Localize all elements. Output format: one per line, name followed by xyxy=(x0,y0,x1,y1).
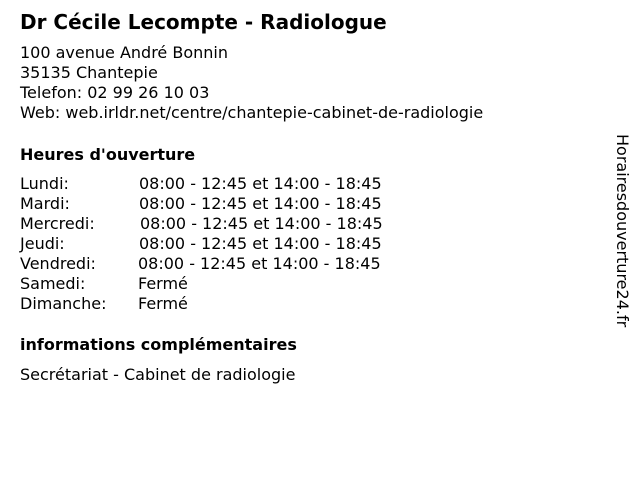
time-value: 08:00 - 12:45 et 14:00 - 18:45 xyxy=(139,174,382,193)
info-text: Secrétariat - Cabinet de radiologie xyxy=(20,365,296,384)
hours-row-wednesday xyxy=(20,214,440,234)
day-label: Samedi: xyxy=(20,274,86,293)
time-value: Fermé xyxy=(138,274,188,293)
day-label: Mardi: xyxy=(20,194,70,213)
time-value: 08:00 - 12:45 et 14:00 - 18:45 xyxy=(139,194,382,213)
day-label: Dimanche: xyxy=(20,294,107,313)
time-value: Fermé xyxy=(138,294,188,313)
hours-row-monday xyxy=(20,174,440,194)
hours-heading: Heures d'ouverture xyxy=(20,145,196,164)
watermark xyxy=(611,134,633,344)
address-block xyxy=(20,43,483,123)
hours-table xyxy=(20,174,440,314)
hours-row-thursday xyxy=(20,234,440,254)
day-label: Jeudi: xyxy=(20,234,65,253)
address-street: 100 avenue André Bonnin xyxy=(20,43,228,62)
day-label: Vendredi: xyxy=(20,254,96,273)
time-value: 08:00 - 12:45 et 14:00 - 18:45 xyxy=(140,214,383,233)
hours-row-sunday xyxy=(20,294,440,314)
page-title: Dr Cécile Lecompte - Radiologue xyxy=(20,10,387,34)
hours-row-tuesday xyxy=(20,194,440,214)
phone-number: Telefon: 02 99 26 10 03 xyxy=(20,83,210,102)
day-label: Mercredi: xyxy=(20,214,95,233)
website: Web: web.irldr.net/centre/chantepie-cabinet-de-radiologie xyxy=(20,103,484,122)
address-city: 35135 Chantepie xyxy=(20,63,158,82)
watermark-text: Horairesdouverture24.fr xyxy=(613,134,632,328)
time-value: 08:00 - 12:45 et 14:00 - 18:45 xyxy=(138,254,381,273)
time-value: 08:00 - 12:45 et 14:00 - 18:45 xyxy=(139,234,382,253)
info-heading: informations complémentaires xyxy=(20,335,297,354)
hours-row-friday xyxy=(20,254,440,274)
day-label: Lundi: xyxy=(20,174,69,193)
hours-row-saturday xyxy=(20,274,440,294)
